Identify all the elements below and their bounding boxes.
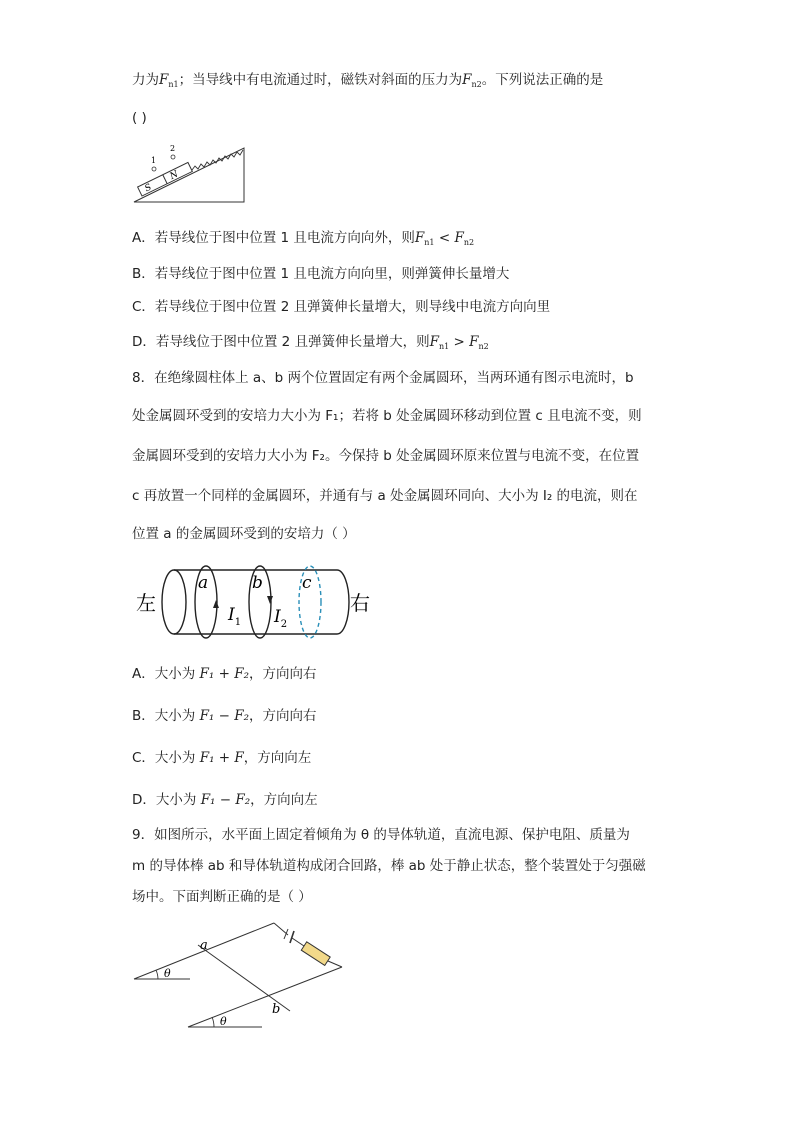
- q7-option-a[interactable]: A．若导线位于图中位置 1 且电流方向向外，则$F_{n1} < F_{n2}$: [132, 230, 475, 247]
- theta-label-bottom: θ: [220, 1015, 227, 1028]
- current-i2-label: $I_2$: [274, 607, 288, 630]
- theta-label-top: θ: [164, 967, 171, 980]
- q8-option-c[interactable]: C．大小为 F₁ + F，方向向左: [132, 750, 312, 766]
- spring: [192, 150, 243, 170]
- rail-lower: [188, 967, 342, 1027]
- q7-incline-figure: [132, 140, 250, 206]
- q9-rail-figure: [132, 915, 352, 1037]
- magnet-n-label: N: [168, 169, 181, 182]
- right-label: 右: [350, 591, 370, 615]
- ring-b-label: b: [252, 573, 263, 593]
- q7-option-c[interactable]: C．若导线位于图中位置 2 且弹簧伸长量增大，则导线中电流方向向里: [132, 299, 551, 315]
- q8-stem-line5: 位置 a 的金属圆环受到的安培力（ ）: [132, 526, 356, 542]
- q7-option-d[interactable]: D．若导线位于图中位置 2 且弹簧伸长量增大，则$F_{n1} > F_{n2}$: [132, 334, 489, 351]
- point-b-label: b: [272, 1002, 281, 1017]
- wire-position-2: [171, 155, 175, 159]
- current-arrow-a: [213, 600, 219, 608]
- q8-cylinder-figure: [132, 560, 382, 650]
- wire-resistor-rail: [328, 961, 342, 967]
- q8-option-d[interactable]: D．大小为 F₁ − F₂，方向向左: [132, 792, 318, 808]
- q8-stem-line1: 8．在绝缘圆柱体上 a、b 两个位置固定有两个金属圆环，当两环通有图示电流时，b: [132, 370, 634, 386]
- cylinder-left-end: [162, 570, 186, 634]
- symbol-fn1: $F_{n1}$: [159, 72, 179, 89]
- bar-magnet: [138, 162, 193, 196]
- wire-battery-resistor: [292, 938, 304, 946]
- q9-stem-line2: m 的导体棒 ab 和导体轨道构成闭合回路，棒 ab 处于静止状态，整个装置处于匀强磁: [132, 858, 646, 874]
- q8-option-a[interactable]: A．大小为 F₁ + F₂，方向向右: [132, 666, 317, 682]
- symbol-fn2: $F_{n2}$: [462, 72, 482, 89]
- position-1-label: 1: [151, 156, 157, 165]
- q8-option-b[interactable]: B．大小为 F₁ − F₂，方向向右: [132, 708, 317, 724]
- q8-stem-line3: 金属圆环受到的安培力大小为 F₂。今保持 b 处金属圆环原来位置与电流不变，在位置: [132, 448, 640, 464]
- q9-stem-line1: 9．如图所示，水平面上固定着倾角为 θ 的导体轨道，直流电源、保护电阻、质量为: [132, 827, 630, 843]
- battery-plate-2: [290, 931, 294, 943]
- wire-position-1: [152, 167, 156, 171]
- q9-stem-line3: 场中。下面判断正确的是（ ）: [132, 889, 312, 905]
- current-arrow-b: [267, 596, 273, 604]
- resistor: [301, 942, 330, 966]
- q8-stem-line4: c 再放置一个同样的金属圆环，并通有与 a 处金属圆环同向、大小为 I₂ 的电流，则在: [132, 488, 638, 504]
- ring-c-label: c: [302, 573, 312, 593]
- magnet-s-label: S: [143, 182, 154, 195]
- q7-stem-line1: 力为$F_{n1}$；当导线中有电流通过时，磁铁对斜面的压力为$F_{n2}$。下列说法正确的是: [132, 72, 604, 89]
- angle-arc-bottom: [212, 1017, 214, 1027]
- q7-option-b[interactable]: B．若导线位于图中位置 1 且电流方向向里，则弹簧伸长量增大: [132, 266, 510, 282]
- left-label: 左: [136, 591, 156, 615]
- angle-arc-top: [156, 970, 158, 979]
- current-i1-label: $I_1$: [228, 605, 242, 628]
- q7-answer-paren: ( ): [132, 110, 147, 126]
- point-a-label: a: [200, 938, 208, 953]
- q8-stem-line2: 处金属圆环受到的安培力大小为 F₁；若将 b 处金属圆环移动到位置 c 且电流不变，则: [132, 408, 642, 424]
- ring-a-label: a: [198, 573, 209, 593]
- position-2-label: 2: [170, 144, 176, 153]
